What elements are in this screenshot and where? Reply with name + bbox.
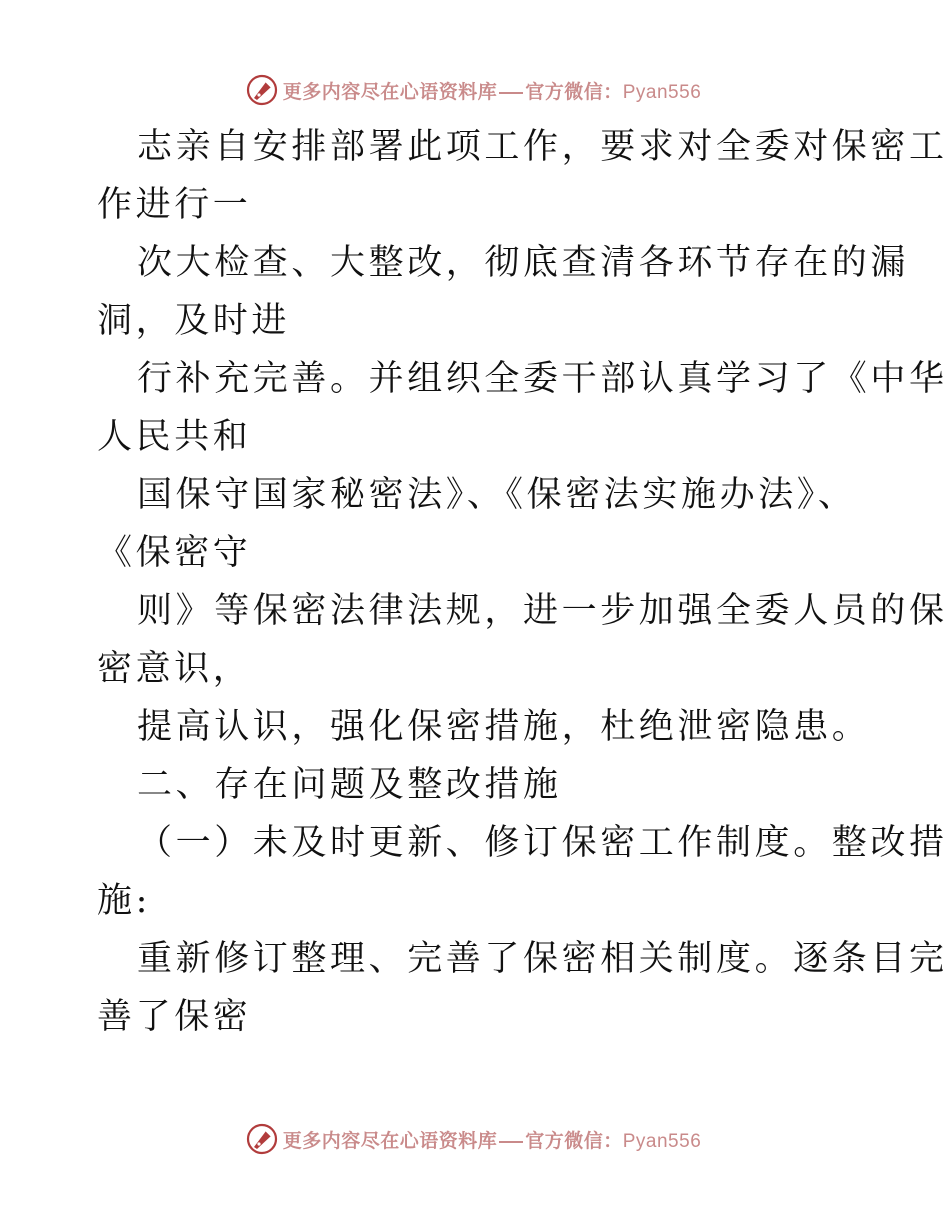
footer-banner-wechat-id: Pyan556 bbox=[622, 1130, 702, 1152]
footer-banner-dash bbox=[499, 1141, 523, 1143]
body-line: 密意识， bbox=[97, 649, 252, 689]
body-line: 次大检查、大整改，彻底查清各环节存在的漏 bbox=[137, 243, 910, 283]
header-banner-text bbox=[283, 77, 702, 104]
section-heading: 二、存在问题及整改措施 bbox=[137, 765, 562, 805]
body-line: 行补充完善。并组织全委干部认真学习了《中华 bbox=[137, 359, 948, 399]
body-line: 作进行一 bbox=[97, 185, 252, 225]
body-line: 人民共和 bbox=[97, 417, 252, 457]
body-line: 善了保密 bbox=[97, 997, 252, 1037]
body-line: 国保守国家秘密法》、《保密法实施办法》、 bbox=[137, 475, 857, 515]
document-body bbox=[97, 118, 948, 1046]
body-line: 提高认识，强化保密措施，杜绝泄密隐患。 bbox=[137, 707, 871, 747]
body-line: 洞，及时进 bbox=[97, 301, 291, 341]
header-banner-dash bbox=[499, 92, 523, 94]
pen-nib-logo-icon bbox=[245, 73, 279, 107]
footer-banner-group bbox=[245, 1122, 702, 1156]
footer-banner-wechat-label: 官方微信： bbox=[525, 1129, 623, 1152]
header-banner-group bbox=[245, 73, 702, 107]
body-line: 《保密守 bbox=[97, 533, 252, 573]
header-watermark-banner bbox=[0, 70, 950, 110]
body-line: 则》等保密法律法规，进一步加强全委人员的保 bbox=[137, 591, 948, 631]
header-banner-main-text: 更多内容尽在心语资料库 bbox=[282, 80, 498, 103]
header-banner-wechat-label: 官方微信： bbox=[525, 80, 623, 103]
body-line: 志亲自安排部署此项工作，要求对全委对保密工 bbox=[137, 127, 948, 167]
body-line: 重新修订整理、完善了保密相关制度。逐条目完 bbox=[137, 939, 948, 979]
body-line: （一）未及时更新、修订保密工作制度。整改措 bbox=[137, 823, 948, 863]
footer-watermark-banner bbox=[0, 1119, 950, 1159]
footer-banner-main-text: 更多内容尽在心语资料库 bbox=[282, 1129, 498, 1152]
header-banner-wechat-id: Pyan556 bbox=[622, 81, 702, 103]
body-line: 施: bbox=[97, 881, 151, 921]
footer-banner-text bbox=[283, 1126, 702, 1153]
pen-nib-logo-icon bbox=[245, 1122, 279, 1156]
